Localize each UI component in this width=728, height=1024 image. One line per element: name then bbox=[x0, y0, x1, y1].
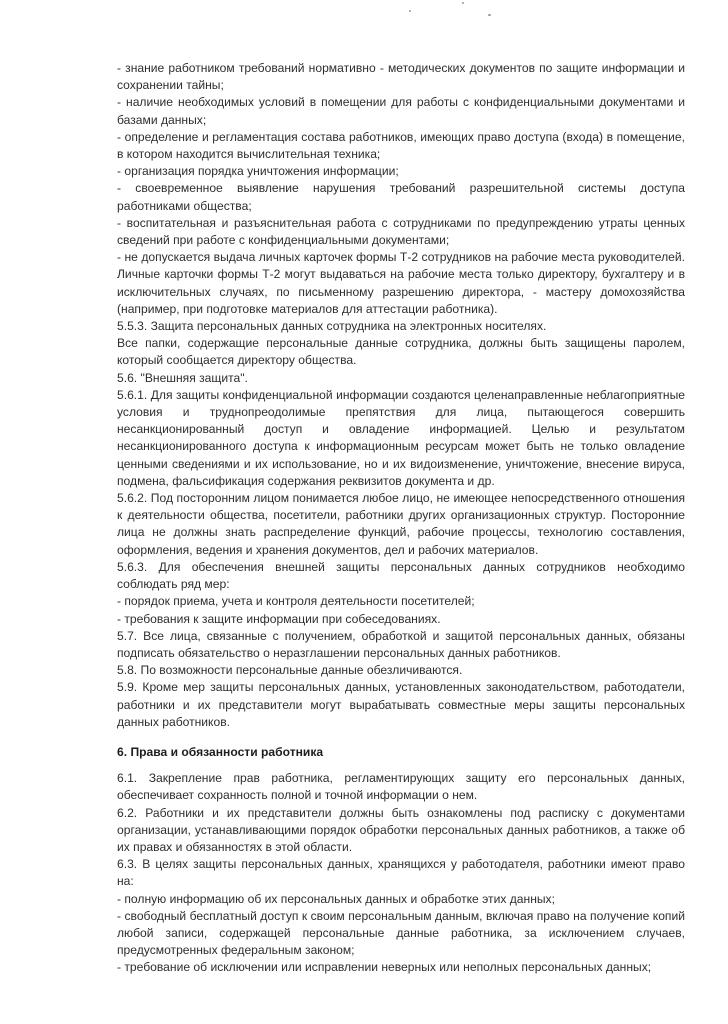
paragraph: 5.6.2. Под посторонним лицом понимается любое лицо, не имеющее непосредственного отношения к деятельности общества, посетители, работники других организационных структур. Посторонние лица не должны знать распределение функций, рабочие процессы, технологию составления, оформления, ведения и хранения документов, дел и рабочих материалов. bbox=[117, 491, 685, 557]
paragraph: 5.5.3. Защита персональных данных сотрудника на электронных носителях. bbox=[117, 319, 547, 334]
paragraph: 5.8. По возможности персональные данные обезличиваются. bbox=[117, 663, 463, 678]
scan-speck bbox=[409, 10, 411, 12]
paragraph: 5.7. Все лица, связанные с получением, обработкой и защитой персональных данных, обязаны подписать обязательство о неразглашении персональных данных работников. bbox=[117, 628, 685, 660]
paragraph: - требование об исключении или исправлении неверных или неполных персональных данных; bbox=[117, 960, 652, 975]
paragraph: 5.6.1. Для защиты конфиденциальной информации создаются целенаправленные неблагоприятные условия и труднопреодолимые препятствия для лица, пытающегося совершить несанкционированный доступ и овладение информацией. Целью и результатом несанкционированного доступа к информационным ресурсам может быть не только овладение ценными сведениями и их использование, но и их видоизменение, уничтожение, внесение вируса, подмена, фальсификация содержания реквизитов документа и др. bbox=[117, 387, 685, 488]
scan-speck bbox=[488, 14, 491, 16]
paragraph: - полную информацию об их персональных данных и обработке этих данных; bbox=[117, 891, 555, 906]
paragraph: 5.6. "Внешняя защита". bbox=[117, 370, 248, 385]
paragraph: - определение и регламентация состава работников, имеющих право доступа (входа) в помещение, в котором находится вычислительная техника; bbox=[117, 129, 685, 162]
paragraph: - знание работником требований нормативно - методических документов по защите информации и сохранении тайны; bbox=[117, 61, 685, 93]
paragraph: - организация порядка уничтожения информации; bbox=[117, 164, 399, 179]
paragraph: 6.2. Работники и их представители должны быть ознакомлены под расписку с документами организации, устанавливающими порядок обработки персональных данных работников, а также об их правах и обязанностях в этой области. bbox=[117, 805, 685, 854]
paragraph: - не допускается выдача личных карточек формы Т-2 сотрудников на рабочие места руководителей. Личные карточки формы Т-2 могут выдаваться на рабочие места только директору, бухгалтеру и в исключительных случаях, по письменному разрешению директора, - мастеру домохозяйства (например, при подготовке материалов для аттестации работника). bbox=[117, 250, 685, 316]
paragraph: - воспитательная и разъяснительная работа с сотрудниками по предупреждению утраты ценных сведений при работе с конфиденциальными документами; bbox=[117, 215, 685, 248]
paragraph: - наличие необходимых условий в помещении для работы с конфиденциальными документами и базами данных; bbox=[117, 95, 685, 127]
paragraph: 6.1. Закрепление прав работника, регламентирующих защиту его персональных данных, обеспечивает сохранность полной и точной информации о нем. bbox=[117, 771, 685, 803]
paragraph: - свободный бесплатный доступ к своим персональным данным, включая право на получение копий любой записи, содержащей персональные данные работника, за исключением случаев, предусмотренных федеральным законом; bbox=[117, 908, 685, 958]
paragraph: 6.3. В целях защиты персональных данных, хранящихся у работодателя, работники имеют право на: bbox=[117, 857, 685, 889]
document-page bbox=[117, 60, 685, 977]
paragraph: - требования к защите информации при собеседованиях. bbox=[117, 611, 441, 626]
paragraph: 5.6.3. Для обеспечения внешней защиты персональных данных сотрудников необходимо соблюдать ряд мер: bbox=[117, 559, 685, 592]
paragraph: - порядок приема, учета и контроля деятельности посетителей; bbox=[117, 594, 475, 609]
scan-speck bbox=[462, 2, 464, 4]
paragraph: - своевременное выявление нарушения требований разрешительной системы доступа работниками общества; bbox=[117, 181, 685, 213]
paragraph: 5.9. Кроме мер защиты персональных данных, установленных законодательством, работодатели, работники и их представители могут вырабатывать совместные меры защиты персональных данных работников. bbox=[117, 680, 685, 729]
section-heading: 6. Права и обязанности работника bbox=[117, 744, 324, 759]
paragraph: Все папки, содержащие персональные данные сотрудника, должны быть защищены паролем, который сообщается директору общества. bbox=[117, 336, 685, 368]
